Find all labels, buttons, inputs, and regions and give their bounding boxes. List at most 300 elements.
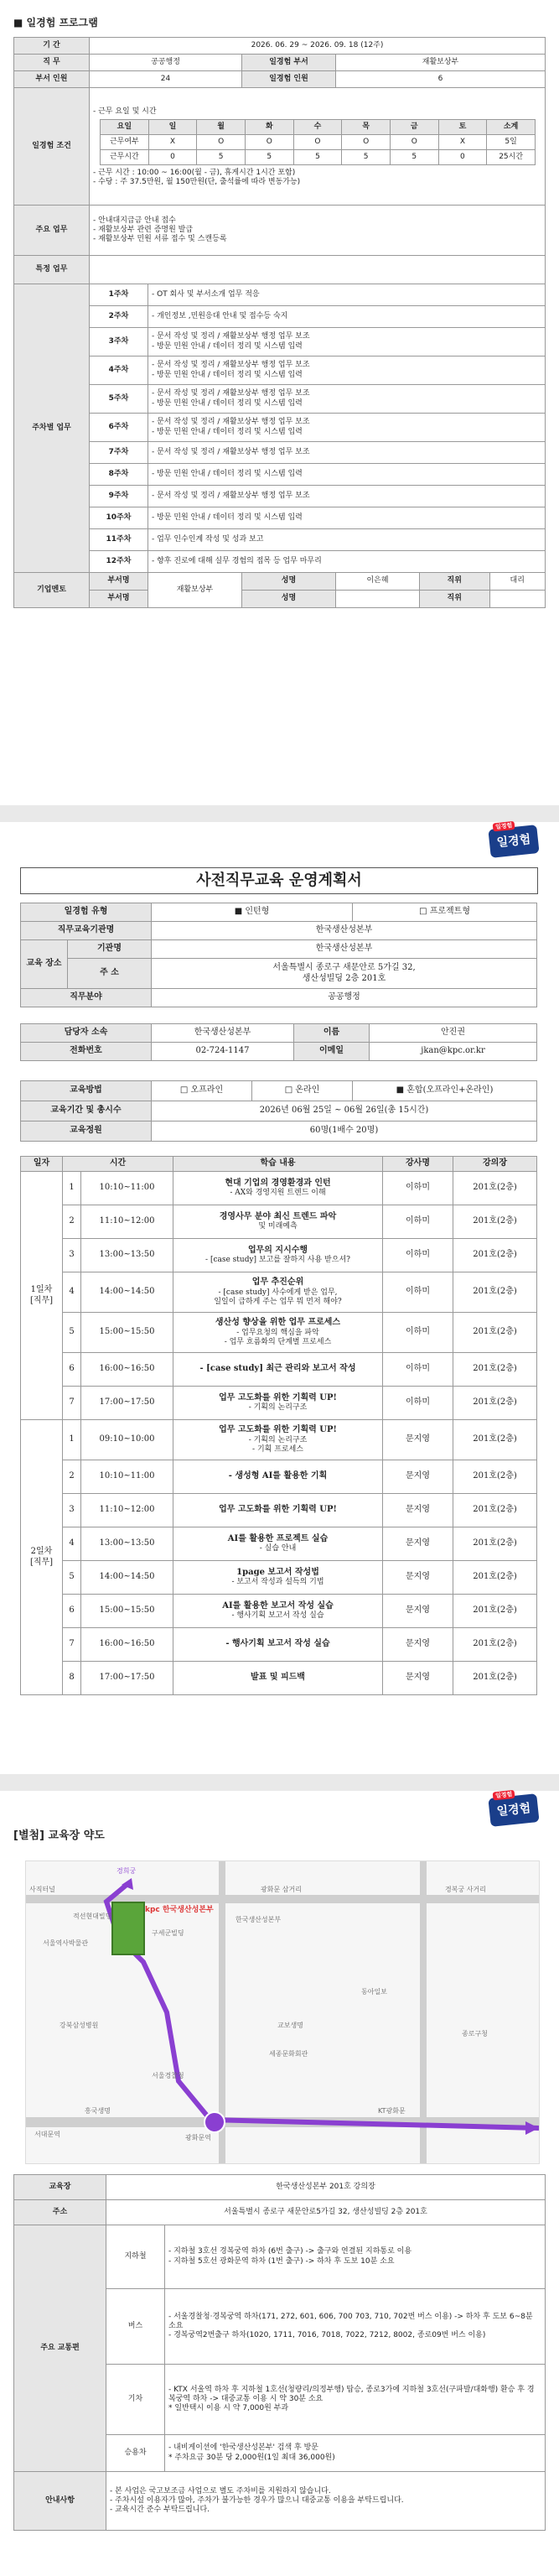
cap-label: 교육정원 [21,1121,152,1142]
org-value: 한국생산성본부 [152,922,537,940]
schedule-content-line: - 기획 프로세스 [252,1444,303,1454]
row_work-cell: X [148,134,197,149]
schedule-room: 201호(2층) [453,1353,537,1387]
schedule-content-line: 업무 추진순위 [251,1278,304,1287]
notice-line-2: - 주차시설 이용자가 많아, 주차가 불가능한 경우가 많으니 대중교통 이용을 부탁드립니다. [110,2495,404,2505]
brand-logo-2: 일경험 일경험 [488,1793,539,1827]
row_work-cell: 5일 [487,134,536,149]
schedule-table [20,1156,537,1695]
type-project: □ 프로젝트형 [353,903,537,922]
inst-value: 한국생산성본부 [152,940,537,959]
row_work-cell: 근무여부 [101,134,149,149]
contact-table [20,1023,537,1061]
schedule-room: 201호(2층) [453,1172,537,1205]
schedule-content-line: 업무 고도화를 위한 기획력 UP! [219,1425,337,1434]
schedule-index: 5 [63,1313,81,1353]
week-number: 11주차 [90,529,148,551]
addr-line-1: 서울특별시 종로구 새문안로 5가길 32, [272,963,416,972]
days-table [100,119,536,165]
week-task: - 업무 인수인계 작성 및 성과 보고 [152,534,264,544]
trans-label: 주요 교통편 [14,2225,106,2472]
week-tasks [148,507,546,529]
mentor-pos-cell [420,573,546,591]
owner-value: 한국생산성본부 [152,1024,294,1043]
kpc-building-icon [111,1902,145,1955]
method-offline: □ 오프라인 [152,1081,252,1101]
special-value [90,256,546,284]
map-section-title: [별첨] 교육장 약도 [13,1829,105,1842]
schedule-room: 201호(2층) [453,1494,537,1527]
email-label: 이메일 [294,1043,370,1061]
week-task: - 향후 진로에 대해 실무 경험의 접목 등 업무 마무리 [152,556,322,565]
row_work-cell: O [197,134,246,149]
subway-label: 지하철 [106,2225,165,2289]
org-label: 직무교육기관명 [21,922,152,940]
addr-line-2: 생산성빌딩 2층 201호 [302,973,386,983]
week-tasks [148,442,546,464]
week-task: - 개인정보 ,민원응대 안내 및 접수등 숙지 [152,311,288,320]
addr-label: 주소 [14,2200,106,2225]
week-tasks [148,328,546,356]
train-cell [165,2365,546,2435]
week-number: 12주차 [90,551,148,573]
schedule-index: 7 [63,1628,81,1662]
week-task: - OT 회사 및 부서소개 업무 적응 [152,289,260,299]
schedule-room: 201호(2층) [453,1595,537,1628]
map-label-15: 흥국생명 [85,2107,111,2115]
schedule-room: 201호(2층) [453,1561,537,1595]
job-label: 직 무 [14,55,90,71]
schedule-content [173,1387,383,1420]
schedule-teacher: 문지영 [383,1561,453,1595]
schedule-content-line: 생산성 향상을 위한 업무 프로세스 [215,1318,341,1327]
schedule-content [173,1272,383,1313]
map-label-18: 종로구청 [462,2030,488,2037]
schedule-index: 3 [63,1494,81,1527]
schedule-index: 7 [63,1387,81,1420]
mentor-pos-label-2: 직위 [420,591,489,607]
mentor-pos-value: 대리 [510,576,525,585]
schedule-time: 15:00~15:50 [81,1313,173,1353]
inst-label: 기관명 [68,940,152,959]
schedule-teacher: 이하미 [383,1313,453,1353]
schedule-content [173,1205,383,1239]
map-label-14: KT광화문 [378,2107,406,2115]
main-item-3: - 재활보상부 민원 서류 접수 및 스캔등록 [93,235,227,244]
schedule-room: 201호(2층) [453,1313,537,1353]
schedule-room: 201호(2층) [453,1272,537,1313]
map-label-10: 교보생명 [277,2022,303,2029]
schedule-time: 10:10~11:00 [81,1172,173,1205]
week-task: - 문서 작성 및 정리 / 재활보상부 행정 업무 보조 [152,447,310,456]
kpc-label: kpc 한국생산성본부 [145,1906,214,1914]
schedule-time: 11:10~12:00 [81,1205,173,1239]
schedule-content [173,1420,383,1460]
subway-cell [165,2225,546,2289]
schedule-content-line: 1page 보고서 작성법 [236,1567,319,1577]
schedule-content-line: 현대 기업의 경영환경과 인턴 [225,1178,331,1188]
dur-value: 2026년 06월 25일 ~ 06월 26일(총 15시간) [152,1101,537,1121]
mentor-dept-label-2: 부서명 [90,591,148,608]
addr-value: 서울특별시 종로구 새문안로5가길 32, 생산성빌딩 2층 201호 [106,2200,546,2225]
schedule-time: 10:10~11:00 [81,1460,173,1494]
addr-value [152,959,537,989]
owner-label: 담당자 소속 [21,1024,152,1043]
brand-logo: 일경험 일경험 [488,825,539,858]
train-line-2: * 일반택시 이용 시 약 7,000원 부과 [168,2404,289,2413]
route-line [26,1861,539,2163]
week-number: 3주차 [90,328,148,356]
week-tasks [148,551,546,573]
days_header-cell: 수 [293,119,342,134]
schedule-room: 201호(2층) [453,1527,537,1561]
schedule-index: 2 [63,1460,81,1494]
method-mixed: ■ 혼합(오프라인+온라인) [353,1081,537,1101]
notice-cell [106,2472,546,2531]
schedule-index: 3 [63,1239,81,1272]
plan-info-table [20,903,537,1007]
schedule-content-line: 발표 및 피드백 [251,1673,305,1683]
schedule-teacher: 이하미 [383,1272,453,1313]
schedule-content [173,1172,383,1205]
schedule-time: 17:00~17:50 [81,1387,173,1420]
week-number: 7주차 [90,442,148,464]
bus-line-2: - 경복궁역2번출구 하차(1020, 1711, 7016, 7018, 7022, 7212, 8002, 종로09번 버스 이용) [168,2331,486,2340]
schedule-time: 16:00~16:50 [81,1628,173,1662]
map-label-13: 서울경찰청 [152,2072,184,2079]
dept-label: 일경험 부서 [242,55,336,71]
schedule-content-line: - 행사기획 보고서 작성 실습 [231,1611,324,1621]
week-tasks [148,464,546,486]
schedule-content-line: 일일이 급하게 주는 업무 뭐 먼저 해야? [214,1297,342,1306]
map-label-5: 서울역사박물관 [43,1939,89,1947]
row_hours-cell: 5 [342,149,391,164]
schedule-room: 201호(2층) [453,1460,537,1494]
period-label: 기 간 [14,38,90,55]
schedule-content [173,1313,383,1353]
mentor-pos-label: 직위 [420,573,489,590]
row_hours-cell: 25시간 [487,149,536,164]
week-number: 8주차 [90,464,148,486]
page-gap [0,805,559,822]
main-cell [90,206,546,256]
week-task: - 문서 작성 및 정리 / 재활보상부 행정 업무 보조 [152,491,310,500]
schedule-content-line: - 실습 안내 [259,1544,297,1553]
map-label-4: 경복궁 사거리 [445,1886,486,1893]
schedule-teacher: 문지영 [383,1527,453,1561]
sch-head-time: 시간 [63,1157,173,1172]
dept-count-label: 부서 인원 [14,71,90,88]
schedule-content-line: 업무 고도화를 위한 기획력 UP! [219,1505,337,1515]
schedule-index: 8 [63,1662,81,1695]
cap-value: 60명(1배수 20명) [152,1121,537,1142]
train-label: 기차 [106,2365,165,2435]
subway-line-2: - 지하철 5호선 광화문역 하차 (1번 출구) -> 하차 후 도보 10분 소요 [168,2256,395,2266]
schedule-content [173,1460,383,1494]
sch-head-content: 학습 내용 [173,1157,383,1172]
week-number: 10주차 [90,507,148,529]
train-line-1: - KTX 서울역 하차 후 지하철 1호선(청량리/의정부행) 탑승, 종로3가에 지하철 3호선(구파발/대화행) 환승 후 경복궁역 하차 -> 대중교통 이용 시 약 30분 소요 [168,2385,535,2403]
schedule-content [173,1561,383,1595]
schedule-content-line: AI를 활용한 보고서 작성 실습 [222,1600,334,1611]
field-value: 공공행정 [152,989,537,1007]
map-label-1: 사직터널 [29,1886,55,1893]
place-label: 교육 장소 [21,940,68,989]
row_work-cell: O [390,134,438,149]
week-tasks [148,306,546,328]
cond-label: 일경험 조건 [14,88,90,206]
row_hours-cell: 5 [197,149,246,164]
trainee-value: 6 [336,71,546,88]
section-title: ■ 일경험 프로그램 [13,17,98,29]
schedule-content [173,1662,383,1695]
week-task: - 문서 작성 및 정리 / 재활보상부 행정 업무 보조 [152,389,310,398]
week-task: - 방문 민원 안내 / 데이터 정리 및 시스템 입력 [152,469,303,478]
dept-count-value: 24 [90,71,242,88]
sch-head-day: 일자 [21,1157,63,1172]
addr-label: 주 소 [68,959,152,989]
schedule-content [173,1494,383,1527]
schedule-time: 17:00~17:50 [81,1662,173,1695]
schedule-content-line: 및 미래예측 [258,1222,298,1231]
week-tasks [148,356,546,385]
schedule-teacher: 문지영 [383,1494,453,1527]
schedule-index: 2 [63,1205,81,1239]
week-tasks [148,284,546,306]
schedule-content-line: - 행사기획 보고서 작성 실습 [225,1639,330,1649]
program-table [13,37,546,608]
car-label: 승용차 [106,2435,165,2472]
main-item-1: - 안내대지급금 안내 접수 [93,216,176,225]
mentor-name-label-2: 성명 [242,591,336,608]
schedule-content-line: AI를 활용한 프로젝트 실습 [227,1533,329,1543]
schedule-content-line: 업무의 지시수행 [247,1245,308,1255]
location-map [25,1860,540,2164]
page-gap-2 [0,1774,559,1791]
car-cell [165,2435,546,2472]
tel-label: 전화번호 [21,1043,152,1061]
tel-value: 02-724-1147 [152,1043,294,1061]
job-value: 공공행정 [90,55,242,71]
map-label-17: 광화문역 [185,2134,211,2141]
days_header-cell: 요일 [101,119,149,134]
schedule-teacher: 이하미 [383,1387,453,1420]
week-tasks [148,414,546,442]
cond-cell [90,88,546,206]
week-task: - 방문 민원 안내 / 데이터 정리 및 시스템 입력 [152,513,303,522]
week-number: 9주차 [90,486,148,507]
schedule-teacher: 문지영 [383,1628,453,1662]
schedule-room: 201호(2층) [453,1387,537,1420]
row_hours-cell: 5 [245,149,293,164]
schedule-index: 1 [63,1172,81,1205]
row_hours-cell: 근무시간 [101,149,149,164]
schedule-time: 11:10~12:00 [81,1494,173,1527]
car-line-2: * 주차요금 30분 당 2,000원(1일 최대 36,000원) [168,2453,335,2462]
owner-name-value: 안진권 [370,1024,537,1043]
week-task: - 방문 민원 안내 / 데이터 정리 및 시스템 입력 [152,398,303,408]
schedule-time: 09:10~10:00 [81,1420,173,1460]
row_hours-cell: 0 [438,149,487,164]
mentor-name-value-2 [336,591,420,608]
days_header-cell: 토 [438,119,487,134]
schedule-room: 201호(2층) [453,1205,537,1239]
schedule-index: 4 [63,1272,81,1313]
schedule-content-line: - 보고서 작성과 설득의 기법 [231,1578,324,1587]
mentor-name-label: 성명 [242,573,336,591]
schedule-room: 201호(2층) [453,1239,537,1272]
week-task: - 문서 작성 및 정리 / 재활보상부 행정 업무 보조 [152,418,310,427]
type-label: 일경험 유형 [21,903,152,922]
schedule-teacher: 이하미 [383,1172,453,1205]
schedule-content [173,1353,383,1387]
schedule-index: 6 [63,1353,81,1387]
week-task: - 방문 민원 안내 / 데이터 정리 및 시스템 입력 [152,370,303,379]
schedule-teacher: 이하미 [383,1353,453,1387]
map-label-9: 강북삼성병원 [60,2022,99,2029]
schedule-teacher: 이하미 [383,1205,453,1239]
map-label-11: 동아일보 [361,1988,387,1996]
schedule-day: 2일차 [직무] [21,1420,63,1695]
row_hours-cell: 0 [148,149,197,164]
place-label: 교육장 [14,2175,106,2200]
page-1 [0,0,559,805]
schedule-index: 1 [63,1420,81,1460]
schedule-content-line: 업무 고도화를 위한 기획력 UP! [219,1392,337,1402]
method-label: 교육방법 [21,1081,152,1101]
place-value: 한국생산성본부 201호 강의장 [106,2175,546,2200]
station-marker-icon [204,2111,225,2133]
schedule-content [173,1527,383,1561]
map-label-12: 세종문화회관 [269,2050,308,2058]
map-label-16: 서대문역 [34,2131,60,2138]
days_header-cell: 소계 [487,119,536,134]
plan-title: 사전직무교육 운영계획서 [20,867,538,894]
row_work-cell: O [342,134,391,149]
schedule-content [173,1595,383,1628]
row_hours-cell: 5 [293,149,342,164]
schedule-teacher: 문지영 [383,1460,453,1494]
main-item-2: - 재활보상부 관련 증명원 발급 [93,225,194,234]
row_work-cell: O [293,134,342,149]
mentor-dept-value: 재활보상부 [148,573,242,608]
mentor-name-value: 이은혜 [336,573,420,591]
schedule-teacher: 문지영 [383,1662,453,1695]
mentor-label: 기업멘토 [14,573,90,608]
method-online: □ 온라인 [252,1081,353,1101]
days_header-cell: 목 [342,119,391,134]
notice-line-1: - 본 사업은 국고보조금 사업으로 별도 주차비를 지원하지 않습니다. [110,2486,331,2495]
week-tasks [148,486,546,507]
subway-line-1: - 지하철 3호선 경복궁역 하차 (6번 출구) -> 출구와 연결된 지하통로 이용 [168,2247,412,2256]
schedule-content-line: - 생성형 AI를 활용한 기획 [228,1471,328,1481]
bus-cell [165,2289,546,2365]
car-line-1: - 내비게이션에 '한국생산성본부' 검색 후 방문 [168,2443,318,2453]
sch-head-teacher: 강사명 [383,1157,453,1172]
schedule-content [173,1628,383,1662]
schedule-index: 4 [63,1527,81,1561]
dept-value: 재활보상부 [336,55,546,71]
schedule-teacher: 문지영 [383,1595,453,1628]
row_work-cell: X [438,134,487,149]
week-task: - 문서 작성 및 정리 / 재활보상부 행정 업무 보조 [152,361,310,370]
schedule-content [173,1239,383,1272]
owner-name-label: 이름 [294,1024,370,1043]
week-task: - 문서 작성 및 정리 / 재활보상부 행정 업무 보조 [152,332,310,341]
sch-head-room: 강의장 [453,1157,537,1172]
mentor-dept-label: 부서명 [90,573,148,591]
row_work-cell: O [245,134,293,149]
schedule-room: 201호(2층) [453,1420,537,1460]
special-label: 특정 업무 [14,256,90,284]
schedule-content-line: - AX와 경영지원 트렌드 이해 [230,1189,326,1198]
week-number: 2주차 [90,306,148,328]
schedule-time: 13:00~13:50 [81,1527,173,1561]
email-value: jkan@kpc.or.kr [370,1043,537,1061]
schedule-teacher: 이하미 [383,1239,453,1272]
schedule-room: 201호(2층) [453,1628,537,1662]
schedule-day: 1일차 [직무] [21,1172,63,1420]
bus-label: 버스 [106,2289,165,2365]
schedule-time: 13:00~13:50 [81,1239,173,1272]
map-label-6: 적선현대빌딩 [73,1912,112,1920]
schedule-index: 5 [63,1561,81,1595]
map-label-7: 구세군빌딩 [152,1929,184,1937]
bus-line-1: - 서울경찰청·경복궁역 하차(171, 272, 601, 606, 700 703, 710, 702번 버스 이용) -> 하차 후 도보 6~8분 소요 [168,2312,533,2330]
week-number: 4주차 [90,356,148,385]
type-intern: ■ 인턴형 [152,903,353,922]
week-tasks [148,529,546,551]
page-2 [0,822,559,1774]
map-label-3: 광화문 삼거리 [261,1886,302,1893]
week-tasks [148,385,546,414]
map-label-2: 경희궁 [116,1867,137,1875]
period-value: 2026. 06. 29 ~ 2026. 09. 18 (12주) [90,38,546,55]
schedule-time: 16:00~16:50 [81,1353,173,1387]
week-task: - 방문 민원 안내 / 데이터 정리 및 시스템 입력 [152,341,303,351]
notice-label: 안내사항 [14,2472,106,2531]
schedule-content-line: - 기획의 논리구조 [248,1403,308,1413]
schedule-content-line: - [case study] 보고를 잘하지 사용 받으셔? [205,1256,350,1265]
map-label-8: 한국생산성본부 [236,1916,282,1923]
week-task: - 방문 민원 안내 / 데이터 정리 및 시스템 입력 [152,427,303,436]
schedule-content-line: 경영사무 분야 최신 트렌드 파악 [219,1211,337,1221]
days_header-cell: 화 [245,119,293,134]
cond-note-1: - 근무 시간 : 10:00 ~ 16:00(월 - 금), 휴게시간 1시간 포함) [93,168,296,177]
week-number: 5주차 [90,385,148,414]
row_hours-cell: 5 [390,149,438,164]
cond-intro: - 근무 요일 및 시간 [93,107,157,116]
notice-line-3: - 교육시간 준수 부탁드립니다. [110,2506,210,2515]
days_header-cell: 월 [197,119,246,134]
days_header-cell: 일 [148,119,197,134]
trainee-label: 일경험 인원 [242,71,336,88]
schedule-content-line: - 업무 흐름화의 단계별 프로세스 [224,1337,332,1346]
schedule-index: 6 [63,1595,81,1628]
main-label: 주요 업무 [14,206,90,256]
field-label: 직무분야 [21,989,152,1007]
cond-note-2: - 수당 : 주 37.5만원, 월 150만원(단, 출석률에 따라 변동가능) [93,178,301,187]
schedule-content-line: - 업무요청의 핵심을 파악 [236,1328,319,1337]
schedule-content-line: - 기획의 논리구조 [248,1435,308,1444]
method-table [20,1080,537,1142]
direction-table [13,2174,546,2531]
mentor-pos-cell-2 [420,591,546,608]
week-number: 1주차 [90,284,148,306]
weekly-label: 주차별 업무 [14,284,90,573]
days_header-cell: 금 [390,119,438,134]
schedule-time: 15:00~15:50 [81,1595,173,1628]
